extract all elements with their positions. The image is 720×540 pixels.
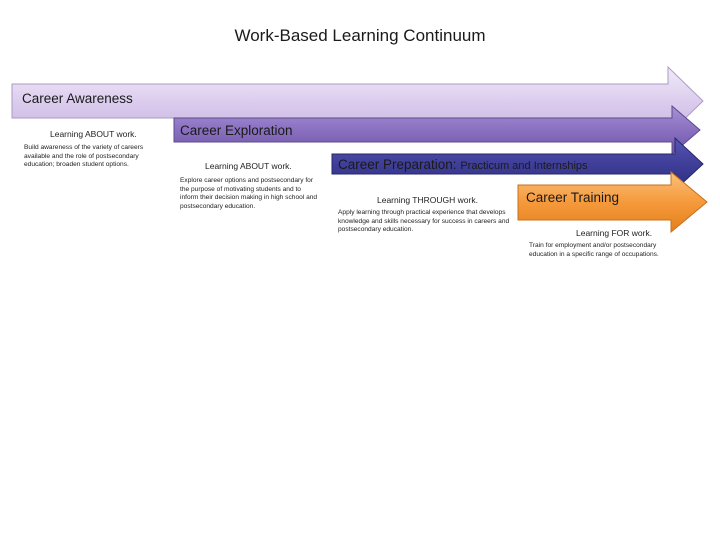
diagram-title: Work-Based Learning Continuum xyxy=(234,26,486,45)
exploration-description: Explore career options and postsecondary for the purpose of motivating students and to inform their decision making in high school and postsecondary education. xyxy=(180,177,318,210)
awareness-title: Career Awareness xyxy=(22,91,133,106)
preparation-title xyxy=(338,157,588,172)
awareness-description: Build awareness of the variety of careers available and the role of postsecondary education; broaden student options. xyxy=(24,144,144,169)
preparation-description: Apply learning through practical experience that develops knowledge and skills necessary for success in careers and postsecondary education. xyxy=(338,209,510,234)
exploration-title: Career Exploration xyxy=(180,123,293,138)
preparation-title-subtitle: Practicum and Internships xyxy=(460,160,588,172)
training-description: Train for employment and/or postsecondary education in a specific range of occupations. xyxy=(529,242,659,258)
training-learning-label: Learning FOR work. xyxy=(576,228,653,238)
preparation-learning-label: Learning THROUGH work. xyxy=(377,195,478,205)
training-title: Career Training xyxy=(526,190,620,205)
preparation-title-main: Career Preparation: xyxy=(338,157,457,172)
awareness-learning-label: Learning ABOUT work. xyxy=(50,129,137,139)
exploration-learning-label: Learning ABOUT work. xyxy=(205,161,292,171)
